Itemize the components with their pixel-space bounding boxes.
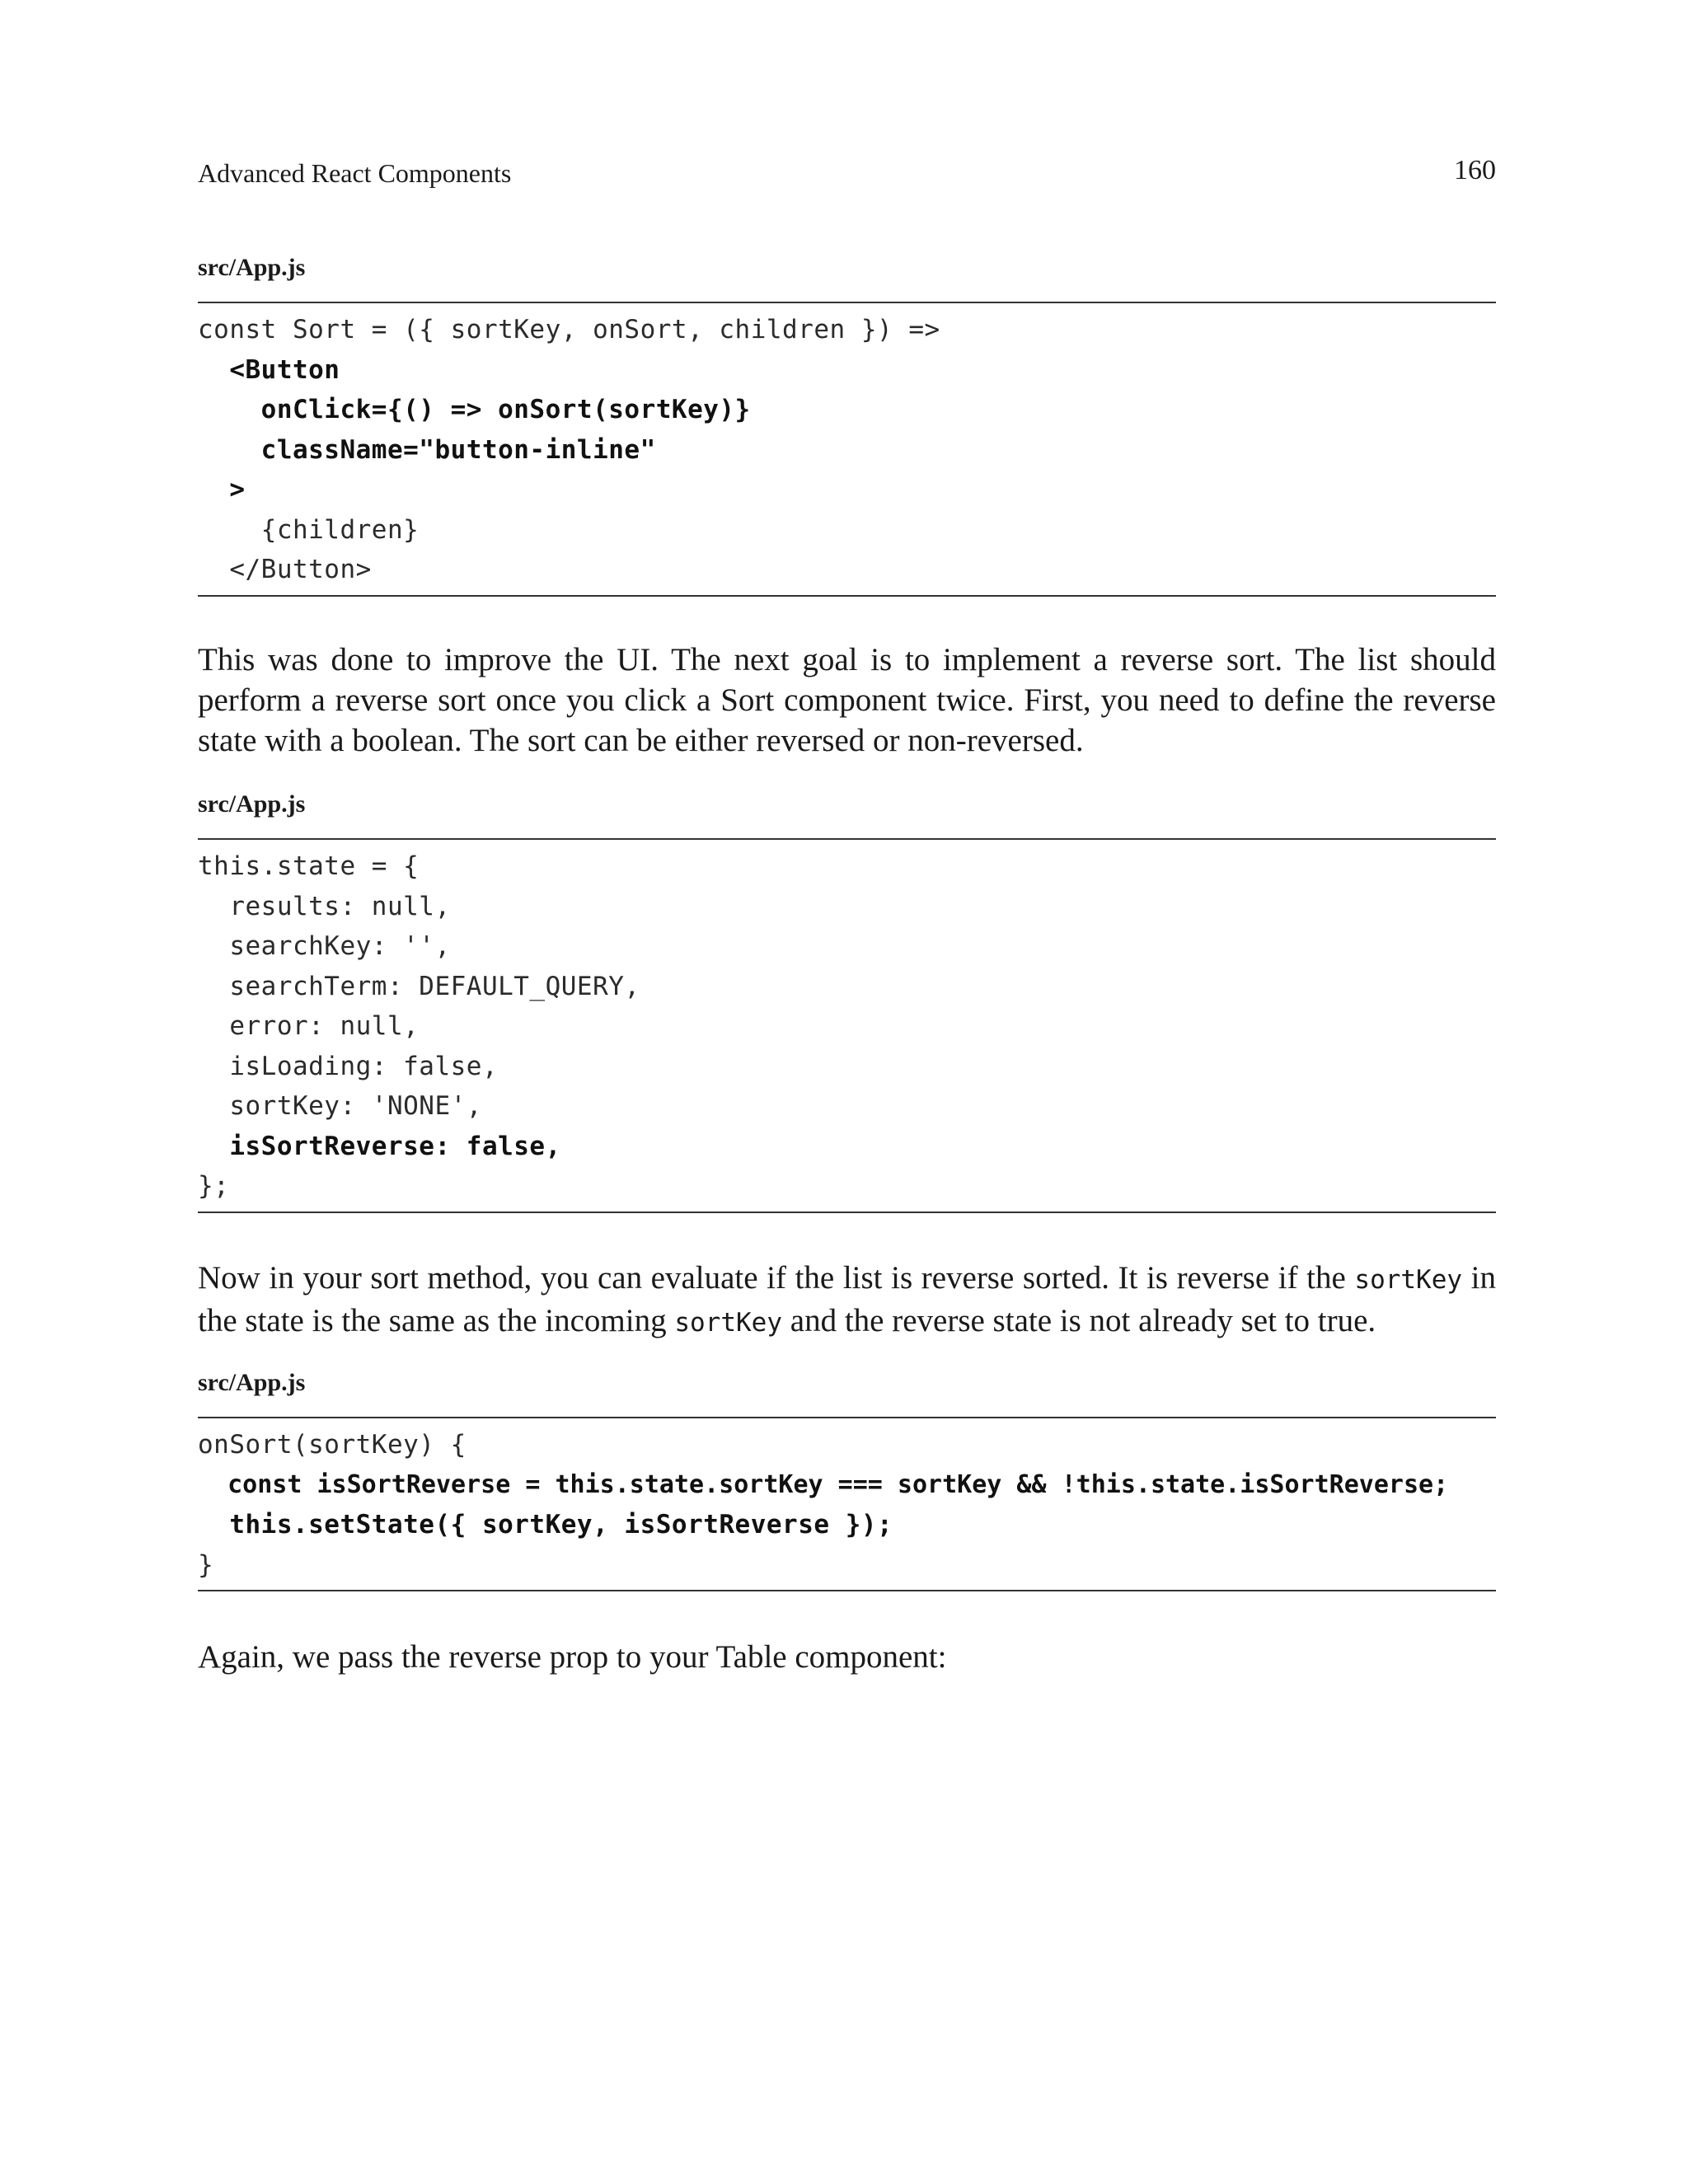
code-line: this.setState({ sortKey, isSortReverse }); (198, 1510, 893, 1540)
code-file-label: src/App.js (198, 1369, 306, 1396)
code-line: onClick={() => onSort(sortKey)} (198, 395, 751, 424)
paragraph-text: Now in your sort method, you can evaluate if the list is reverse sorted. It is reverse if the (198, 1260, 1355, 1296)
page-number: 160 (1454, 155, 1496, 185)
code-block-onsort (198, 1417, 1496, 1591)
code-file-label: src/App.js (198, 254, 306, 281)
code-line: className="button-inline" (198, 434, 656, 465)
paragraph-text: in the state is the same as the incoming (198, 1260, 1496, 1338)
code-line: onSort(sortKey) { (198, 1430, 467, 1460)
code-line: results: null, (198, 891, 451, 921)
code-line: </Button> (198, 555, 372, 584)
code-line: this.state = { (198, 851, 420, 881)
code-line: searchTerm: DEFAULT_QUERY, (198, 971, 640, 1001)
code-block-sort-component (198, 302, 1496, 597)
code-line: const Sort = ({ sortKey, onSort, children }) => (198, 315, 940, 344)
body-paragraph: This was done to improve the UI. The next goal is to implement a reverse sort. The list should perform a reverse sort once you click a Sort component twice. First, you need to define the reverse state with a boolean. The sort can be either reversed or non-reversed. (198, 642, 1496, 758)
running-header-title: Advanced React Components (198, 158, 512, 188)
code-line: } (198, 1549, 214, 1580)
code-line: <Button (198, 354, 340, 385)
code-block-state (198, 838, 1496, 1213)
paragraph-text: and the reverse state is not already set to true. (782, 1303, 1376, 1338)
code-line: > (198, 475, 246, 504)
body-paragraph: Again, we pass the reverse prop to your Table component: (198, 1639, 947, 1675)
code-line: isLoading: false, (198, 1051, 499, 1081)
code-line: }; (198, 1171, 230, 1201)
inline-code: sortKey (674, 1308, 783, 1338)
inline-code: sortKey (1354, 1265, 1463, 1295)
code-line: isSortReverse: false, (198, 1131, 561, 1161)
code-line: const isSortReverse = this.state.sortKey === sortKey && !this.state.isSortReverse; (198, 1469, 1449, 1499)
code-file-label: src/App.js (198, 790, 306, 818)
code-line: sortKey: 'NONE', (198, 1091, 482, 1121)
body-paragraph (198, 1258, 1496, 1343)
code-line: error: null, (198, 1011, 420, 1041)
code-line: searchKey: '', (198, 931, 451, 961)
code-line: {children} (198, 514, 420, 545)
